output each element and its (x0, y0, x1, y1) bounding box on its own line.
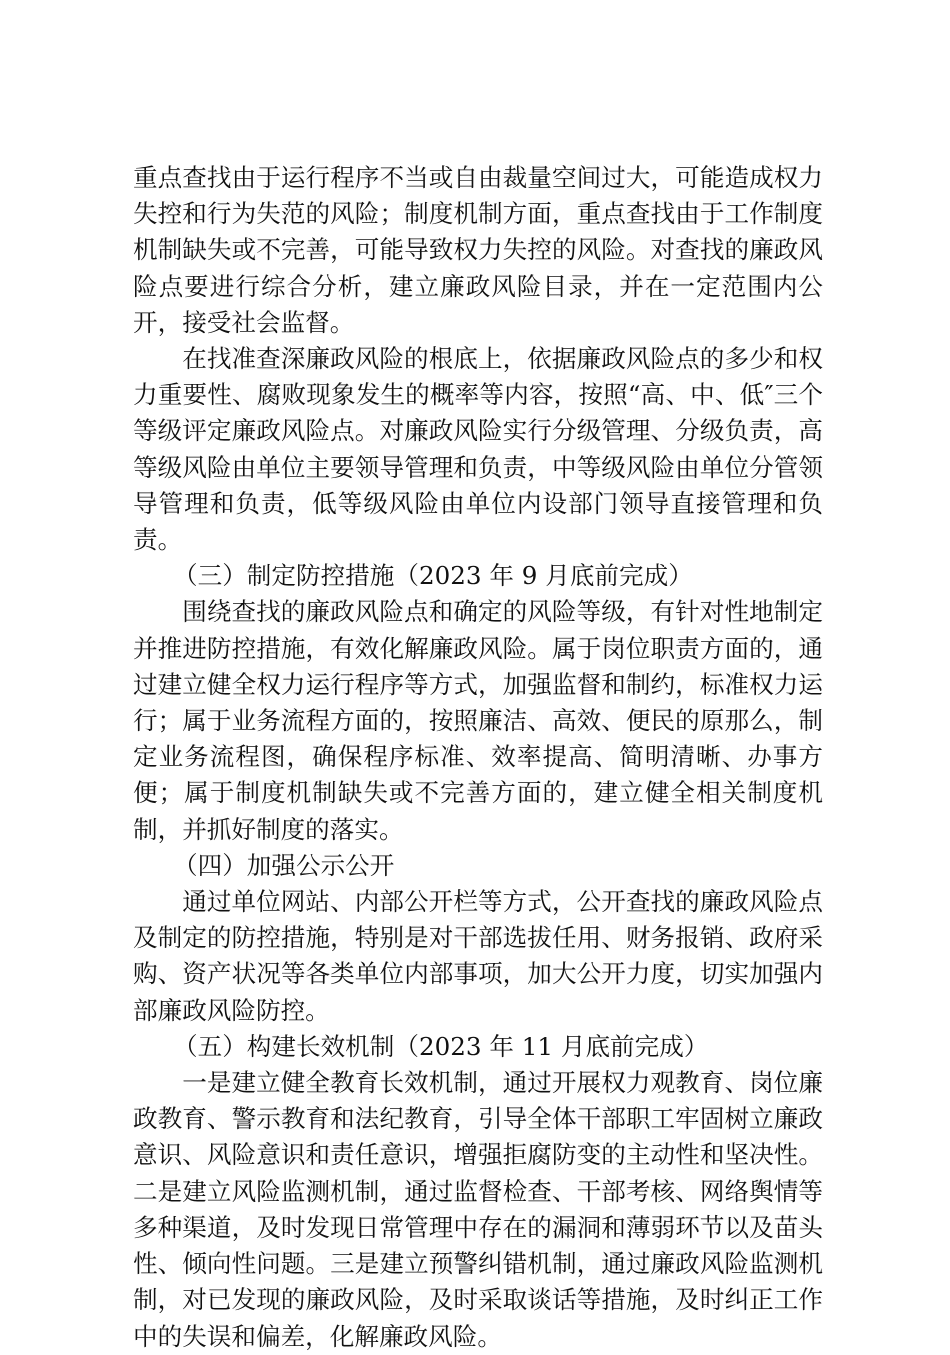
paragraph-risk-grading: 在找准查深廉政风险的根底上，依据廉政风险点的多少和权力重要性、腐败现象发生的概率等内容，按照“高、中、低″三个等级评定廉政风险点。对廉政风险实行分级管理、分级负责，高等级风险由单位主要领导管理和负责，中等级风险由单位分管领导管理和负责，低等级风险由单位内设部门领导直接管理和负责。 (133, 344, 823, 555)
section-heading-3: （三）制定防控措施（2023 年 9 月底前完成） (173, 561, 693, 591)
paragraph-long-term-mechanism: 一是建立健全教育长效机制，通过开展权力观教育、岗位廉政教育、警示教育和法纪教育，引导全体干部职工牢固树立廉政意识、风险意识和责任意识，增强拒腐防变的主动性和坚决性。二是建立风险监测机制，通过监督检查、干部考核、网络舆情等多种渠道，及时发现日常管理中存在的漏洞和薄弱环节以及苗头性、倾向性问题。三是建立预警纠错机制，通过廉政风险监测机制，对已发现的廉政风险，及时采取谈话等措施，及时纠正工作中的失误和偏差，化解廉政风险。 (133, 1068, 823, 1351)
section-heading-5: （五）构建长效机制（2023 年 11 月底前完成） (173, 1031, 709, 1061)
paragraph-continuation: 重点查找由于运行程序不当或自由裁量空间过大，可能造成权力失控和行为失范的风险；制度机制方面，重点查找由于工作制度机制缺失或不完善，可能导致权力失控的风险。对查找的廉政风险点要进行综合分析，建立廉政风险目录，并在一定范围内公开，接受社会监督。 (133, 163, 823, 337)
paragraph-control-measures: 围绕查找的廉政风险点和确定的风险等级，有针对性地制定并推进防控措施，有效化解廉政风险。属于岗位职责方面的，通过建立健全权力运行程序等方式，加强监督和制约，标准权力运行；属于业务流程方面的，按照廉洁、高效、便民的原那么，制定业务流程图，确保程序标准、效率提高、简明清晰、办事方便；属于制度机制缺失或不完善方面的，建立健全相关制度机制，并抓好制度的落实。 (133, 597, 823, 844)
document-page (133, 160, 823, 1355)
section-heading-4: （四）加强公示公开 (173, 850, 395, 880)
paragraph-publicity: 通过单位网站、内部公开栏等方式，公开查找的廉政风险点及制定的防控措施，特别是对干部选拔任用、财务报销、政府采购、资产状况等各类单位内部事项，加大公开力度，切实加强内部廉政风险防控。 (133, 887, 823, 1025)
